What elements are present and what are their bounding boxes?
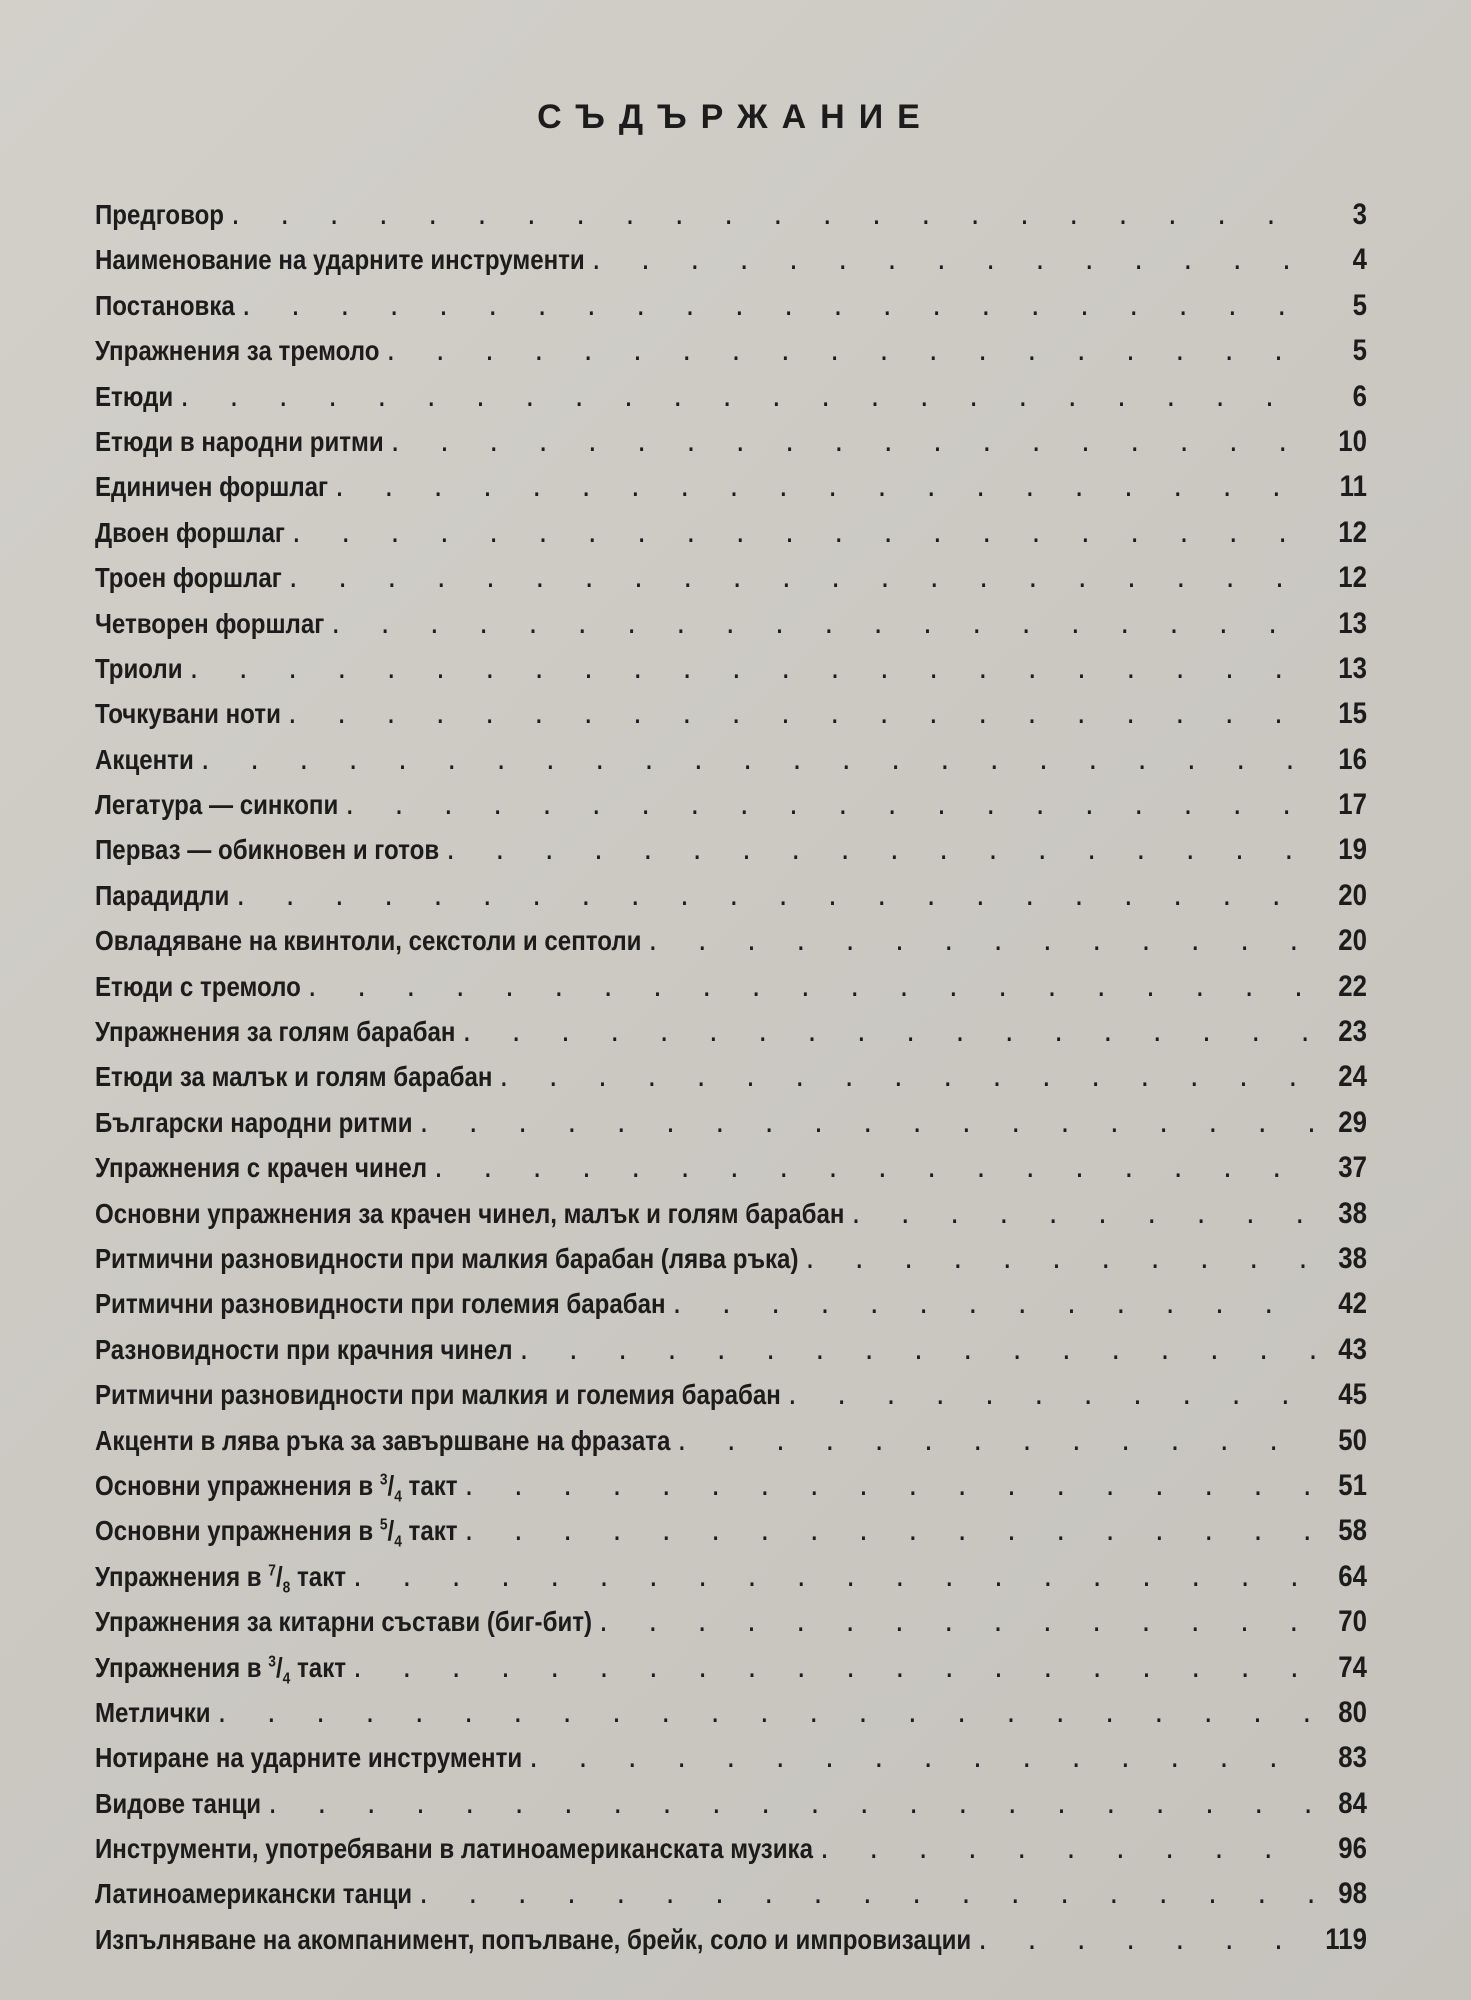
- toc-entry: [95, 1877, 1367, 1922]
- toc-entry-title: Упражнения за тремоло: [95, 335, 380, 367]
- toc-entry: [95, 1605, 1367, 1650]
- toc-entry: [95, 1696, 1367, 1741]
- toc-entry: [95, 1923, 1367, 1968]
- page-number: 10: [1338, 424, 1367, 458]
- page-number: 15: [1338, 697, 1367, 731]
- dot-leader: [853, 1202, 1315, 1230]
- dot-leader: [466, 1474, 1315, 1502]
- toc-entry-title: Перваз — обикновен и готов: [95, 834, 440, 866]
- page-number: 45: [1338, 1378, 1367, 1412]
- toc-entry: [95, 1469, 1367, 1514]
- page-number: 83: [1338, 1741, 1367, 1775]
- toc-entry-title: Етюди: [95, 380, 174, 412]
- time-signature: $^7/_8$: [268, 1560, 291, 1597]
- dot-leader: [202, 748, 1315, 776]
- dot-leader: [531, 1746, 1316, 1774]
- toc-entry: [95, 607, 1367, 652]
- dot-leader: [219, 1701, 1315, 1729]
- toc-entry: [95, 425, 1367, 470]
- page-number: 12: [1338, 515, 1367, 549]
- toc-entry-title: Основни упражнения в $^5/_4$ такт: [95, 1515, 458, 1551]
- page-number: 20: [1338, 924, 1367, 958]
- dot-leader: [289, 702, 1315, 730]
- toc-entry-title: Етюди за малък и голям барабан: [95, 1061, 493, 1093]
- dot-leader: [674, 1292, 1315, 1320]
- toc-entry: [95, 1741, 1367, 1786]
- toc-entry: [95, 1242, 1367, 1287]
- dot-leader: [521, 1338, 1315, 1366]
- toc-entry: [95, 243, 1367, 288]
- dot-leader: [290, 566, 1315, 594]
- page-number: 119: [1325, 1922, 1367, 1956]
- toc-entry: [95, 380, 1367, 425]
- toc-entry: [95, 1424, 1367, 1469]
- toc-entry-title: Акценти в лява ръка за завършване на фразата: [95, 1424, 671, 1456]
- dot-leader: [392, 430, 1315, 458]
- page-number: 38: [1338, 1196, 1367, 1230]
- dot-leader: [355, 1565, 1316, 1593]
- toc-entry: [95, 743, 1367, 788]
- dot-leader: [333, 612, 1315, 640]
- toc-entry-title: Етюди с тремоло: [95, 970, 301, 1002]
- page-number: 24: [1338, 1060, 1367, 1094]
- time-signature: $^3/_4$: [379, 1469, 402, 1506]
- toc-entry-title: Акценти: [95, 743, 194, 775]
- toc-entry-title: Основни упражнения за крачен чинел, малък и голям барабан: [95, 1197, 845, 1229]
- page-number: 80: [1338, 1695, 1367, 1729]
- dot-leader: [421, 1111, 1315, 1139]
- toc-entry: [95, 1060, 1367, 1105]
- page-number: 4: [1352, 243, 1367, 277]
- dot-leader: [355, 1656, 1316, 1684]
- dot-leader: [466, 1519, 1315, 1547]
- toc-entry-title: Ритмични разновидности при малкия барабан (лява ръка): [95, 1242, 799, 1274]
- dot-leader: [388, 339, 1315, 367]
- toc-entry: [95, 561, 1367, 606]
- toc-entry: [95, 1378, 1367, 1423]
- page-number: 43: [1338, 1332, 1367, 1366]
- toc-entry-title: Метлички: [95, 1696, 211, 1728]
- dot-leader: [233, 203, 1316, 231]
- page-number: 13: [1338, 651, 1367, 685]
- dot-leader: [448, 838, 1316, 866]
- page-number: 74: [1338, 1650, 1367, 1684]
- dot-leader: [270, 1792, 1316, 1820]
- toc-entry-title: Упражнения в $^7/_8$ такт: [95, 1560, 347, 1597]
- page-number: 58: [1338, 1514, 1367, 1548]
- page-number: 22: [1338, 969, 1367, 1003]
- dot-leader: [593, 248, 1315, 276]
- time-signature: $^3/_4$: [268, 1651, 291, 1688]
- toc-entry-title: Инструменти, употребявани в латиноамериканската музика: [95, 1833, 814, 1865]
- toc-entry-title: Упражнения с крачен чинел: [95, 1152, 428, 1184]
- page-number: 12: [1338, 561, 1367, 595]
- dot-leader: [309, 975, 1315, 1003]
- toc-entry: [95, 1514, 1367, 1559]
- dot-leader: [789, 1383, 1315, 1411]
- toc-entry-title: Постановка: [95, 289, 235, 321]
- dot-leader: [238, 884, 1315, 912]
- toc-entry: [95, 788, 1367, 833]
- toc-entry: [95, 970, 1367, 1015]
- page-number: 84: [1338, 1786, 1367, 1820]
- toc-entry-title: Видове танци: [95, 1787, 262, 1819]
- toc-entry-title: Двоен форшлаг: [95, 516, 285, 548]
- toc-entry-title: Триоли: [95, 652, 183, 684]
- dot-leader: [436, 1156, 1316, 1184]
- dot-leader: [980, 1928, 1316, 1956]
- page-number: 51: [1338, 1468, 1367, 1502]
- toc-entry-title: Етюди в народни ритми: [95, 425, 384, 457]
- toc-entry: [95, 1151, 1367, 1196]
- toc-entry-title: Ритмични разновидности при големия барабан: [95, 1288, 666, 1320]
- toc-entry: [95, 833, 1367, 878]
- page-number: 37: [1338, 1151, 1367, 1185]
- page-number: 50: [1338, 1423, 1367, 1457]
- toc-entry: [95, 1560, 1367, 1605]
- page-number: 13: [1338, 606, 1367, 640]
- table-of-contents: [95, 198, 1370, 1968]
- toc-entry-title: Наименование на ударните инструменти: [95, 244, 585, 276]
- toc-entry: [95, 1832, 1367, 1877]
- dot-leader: [191, 657, 1315, 685]
- toc-entry: [95, 1015, 1367, 1060]
- toc-entry-title: Разновидности при крачния чинел: [95, 1333, 513, 1365]
- page-number: 5: [1352, 334, 1367, 368]
- page-number: 42: [1338, 1287, 1367, 1321]
- page-number: 3: [1352, 198, 1367, 231]
- toc-entry-title: Точкувани ноти: [95, 698, 281, 730]
- dot-leader: [337, 475, 1316, 503]
- toc-entry-title: Основни упражнения в $^3/_4$ такт: [95, 1469, 458, 1506]
- dot-leader: [807, 1247, 1315, 1275]
- toc-entry: [95, 924, 1367, 969]
- toc-entry-title: Единичен форшлаг: [95, 471, 329, 503]
- dot-leader: [464, 1020, 1315, 1048]
- page-number: 64: [1338, 1559, 1367, 1593]
- toc-entry: [95, 289, 1367, 334]
- toc-entry-title: Упражнения за голям барабан: [95, 1016, 456, 1048]
- page-number: 5: [1352, 288, 1367, 322]
- toc-entry: [95, 516, 1367, 561]
- dot-leader: [243, 294, 1315, 322]
- toc-entry-title: Парадидли: [95, 879, 230, 911]
- toc-entry: [95, 652, 1367, 697]
- page-number: 98: [1338, 1877, 1367, 1911]
- page-title: СЪДЪРЖАНИЕ: [537, 98, 934, 136]
- toc-entry-title: Нотиране на ударните инструменти: [95, 1742, 523, 1774]
- toc-entry: [95, 1287, 1367, 1332]
- toc-entry: [95, 1333, 1367, 1378]
- toc-entry-title: Легатура — синкопи: [95, 789, 339, 821]
- toc-entry-title: Латиноамерикански танци: [95, 1878, 413, 1910]
- toc-entry-title: Четворен форшлаг: [95, 607, 325, 639]
- dot-leader: [650, 929, 1315, 957]
- page-number: 29: [1338, 1105, 1367, 1139]
- toc-entry-title: Троен форшлаг: [95, 562, 282, 594]
- toc-entry: [95, 334, 1367, 379]
- toc-entry: [95, 1197, 1367, 1242]
- dot-leader: [822, 1837, 1316, 1865]
- toc-entry-title: Упражнения в $^3/_4$ такт: [95, 1651, 347, 1688]
- toc-entry-title: Овладяване на квинтоли, секстоли и септоли: [95, 925, 642, 957]
- page-number: 17: [1338, 788, 1367, 822]
- toc-entry-title: Български народни ритми: [95, 1106, 413, 1138]
- toc-entry-title: Упражнения за китарни състави (биг-бит): [95, 1606, 593, 1638]
- page-number: 11: [1339, 470, 1367, 504]
- page-number: 23: [1338, 1015, 1367, 1049]
- dot-leader: [679, 1429, 1315, 1457]
- dot-leader: [421, 1882, 1316, 1910]
- page-number: 19: [1338, 833, 1367, 867]
- dot-leader: [182, 385, 1316, 413]
- dot-leader: [294, 521, 1316, 549]
- toc-entry: [95, 879, 1367, 924]
- page-number: 38: [1338, 1241, 1367, 1275]
- toc-entry-title: Изпълняване на акомпанимент, попълване, брейк, соло и импровизации: [95, 1923, 972, 1955]
- toc-entry: [95, 697, 1367, 742]
- page-number: 16: [1338, 742, 1367, 776]
- toc-entry: [95, 1651, 1367, 1696]
- toc-entry: [95, 1106, 1367, 1151]
- page-number: 6: [1352, 379, 1367, 413]
- toc-entry-title: Ритмични разновидности при малкия и големия барабан: [95, 1379, 781, 1411]
- page-number: 96: [1338, 1832, 1367, 1866]
- toc-entry: [95, 470, 1367, 515]
- dot-leader: [501, 1065, 1315, 1093]
- toc-entry-title: Предговор: [95, 199, 225, 230]
- page-number: 70: [1338, 1605, 1367, 1639]
- toc-entry: [95, 1787, 1367, 1832]
- dot-leader: [347, 793, 1315, 821]
- toc-entry: [95, 198, 1367, 243]
- dot-leader: [601, 1610, 1316, 1638]
- time-signature: $^5/_4$: [379, 1515, 402, 1551]
- page-number: 20: [1338, 878, 1367, 912]
